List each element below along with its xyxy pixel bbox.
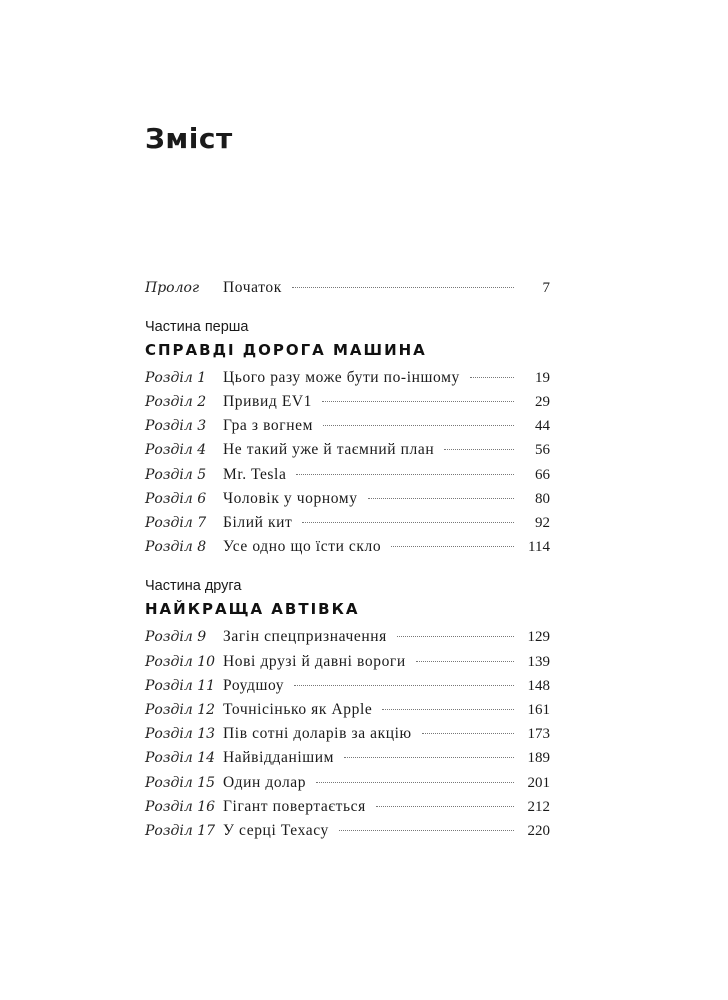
dot-leader (416, 661, 514, 662)
dot-leader (292, 287, 514, 288)
entry-page: 7 (542, 280, 550, 296)
dot-leader (422, 733, 514, 734)
entry-title: Білий кит (223, 514, 293, 531)
entry-label: Розділ 10 (145, 654, 216, 670)
entry-label: Розділ 3 (145, 418, 207, 434)
part-title: НАЙКРАЩА АВТІВКА (145, 600, 360, 618)
dot-leader (376, 806, 514, 807)
toc-entry (145, 514, 550, 536)
dot-leader (323, 425, 514, 426)
dot-leader (322, 401, 514, 402)
entry-label: Розділ 1 (145, 370, 207, 386)
entry-label: Розділ 7 (145, 515, 207, 531)
entry-title: Гра з вогнем (223, 417, 313, 434)
entry-page: 80 (535, 491, 550, 507)
entry-title: Роудшоу (223, 677, 285, 694)
entry-page: 189 (527, 750, 550, 766)
dot-leader (368, 498, 514, 499)
entry-label: Розділ 17 (145, 823, 216, 839)
entry-page: 129 (527, 629, 550, 645)
entry-page: 201 (527, 775, 550, 791)
entry-label: Розділ 4 (145, 442, 207, 458)
toc-entry (145, 701, 550, 723)
dot-leader (382, 709, 514, 710)
toc-entry (145, 749, 550, 771)
part-subtitle: Частина друга (145, 578, 242, 594)
entry-title: Найвідданішим (223, 749, 335, 766)
entry-page: 19 (535, 370, 550, 386)
dot-leader (391, 546, 514, 547)
part-subtitle: Частина перша (145, 319, 249, 335)
dot-leader (302, 522, 514, 523)
entry-title: Чоловік у чорному (223, 490, 358, 507)
toc-entry (145, 677, 550, 699)
toc-entry (145, 441, 550, 463)
dot-leader (316, 782, 514, 783)
dot-leader (339, 830, 514, 831)
entry-title: Нові друзі й давні вороги (223, 653, 406, 670)
part-title: СПРАВДІ ДОРОГА МАШИНА (145, 341, 427, 359)
entry-page: 220 (527, 823, 550, 839)
entry-title: У серці Техасу (223, 822, 329, 839)
entry-title: Початок (223, 279, 282, 296)
toc-entry (145, 798, 550, 820)
toc-entry (145, 725, 550, 747)
entry-title: Усе одно що їсти скло (223, 538, 382, 555)
entry-page: 212 (527, 799, 550, 815)
entry-label: Розділ 12 (145, 702, 216, 718)
entry-label: Розділ 6 (145, 491, 207, 507)
entry-page: 56 (535, 442, 550, 458)
entry-page: 173 (527, 726, 550, 742)
entry-title: Пів сотні доларів за акцію (223, 725, 412, 742)
entry-title: Загін спецпризначення (223, 628, 387, 645)
toc-entry (145, 774, 550, 796)
entry-title: Один долар (223, 774, 307, 791)
entry-title: Привид EV1 (223, 393, 313, 410)
entry-page: 139 (527, 654, 550, 670)
dot-leader (296, 474, 514, 475)
toc-entry (145, 538, 550, 560)
entry-label: Розділ 13 (145, 726, 216, 742)
dot-leader (344, 757, 514, 758)
dot-leader (397, 636, 514, 637)
entry-label: Розділ 2 (145, 394, 207, 410)
entry-page: 92 (535, 515, 550, 531)
toc-entry (145, 466, 550, 488)
entry-label: Розділ 11 (145, 678, 216, 694)
entry-page: 44 (535, 418, 550, 434)
entry-label: Розділ 14 (145, 750, 216, 766)
toc-entry-prologue (145, 279, 550, 301)
entry-title: Цього разу може бути по-іншому (223, 369, 460, 386)
entry-label: Розділ 16 (145, 799, 216, 815)
toc-entry (145, 369, 550, 391)
toc-entry (145, 417, 550, 439)
entry-page: 29 (535, 394, 550, 410)
page-title: Зміст (145, 122, 233, 155)
entry-label: Розділ 15 (145, 775, 216, 791)
entry-title: Mr. Tesla (223, 466, 287, 483)
entry-label: Розділ 5 (145, 467, 207, 483)
dot-leader (444, 449, 514, 450)
entry-title: Не такий уже й таємний план (223, 441, 435, 458)
entry-page: 161 (527, 702, 550, 718)
toc-entry (145, 490, 550, 512)
toc-entry (145, 393, 550, 415)
entry-label: Пролог (145, 280, 200, 296)
entry-label: Розділ 9 (145, 629, 207, 645)
dot-leader (294, 685, 514, 686)
dot-leader (470, 377, 514, 378)
toc-entry (145, 628, 550, 650)
entry-title: Гігант повертається (223, 798, 366, 815)
toc-entry (145, 822, 550, 844)
entry-page: 148 (527, 678, 550, 694)
toc-entry (145, 653, 550, 675)
entry-label: Розділ 8 (145, 539, 207, 555)
entry-page: 114 (528, 539, 550, 555)
entry-page: 66 (535, 467, 550, 483)
entry-title: Точнісінько як Apple (223, 701, 373, 718)
